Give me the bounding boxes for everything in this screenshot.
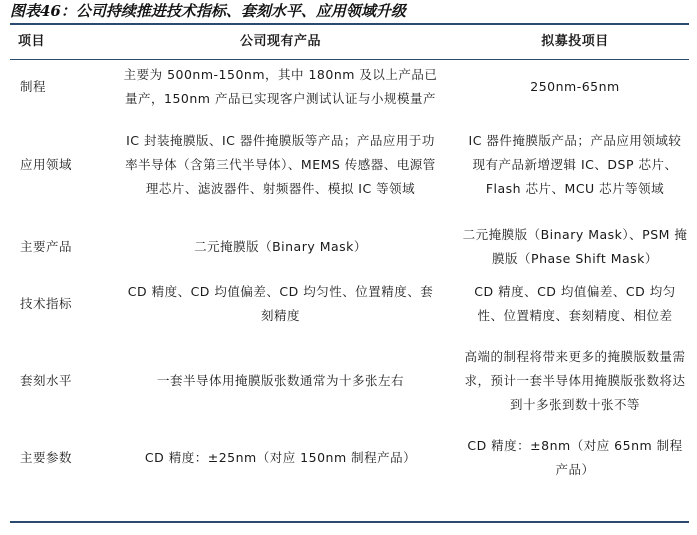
row-raised-cell	[453, 59, 697, 114]
table-row	[10, 430, 697, 486]
row-current-cell	[108, 331, 453, 430]
comparison-table	[10, 25, 697, 486]
table-bottom-rule	[10, 521, 689, 523]
header-raised-projects: 拟募投项目	[541, 34, 609, 49]
row-item-label: 主要产品	[20, 238, 73, 254]
table-row	[10, 114, 697, 216]
row-raised-text: IC 器件掩膜版产品；产品应用领域较现有产品新增逻辑 IC、DSP 芯片、Flash 芯片、MCU 芯片等领域	[468, 133, 682, 196]
table-header-row	[10, 25, 697, 59]
row-raised-cell	[453, 216, 697, 277]
header-current-products: 公司现有产品	[239, 34, 321, 49]
row-raised-text: 250nm-65nm	[530, 78, 620, 94]
row-raised-text: 二元掩膜版（Binary Mask）、PSM 掩膜版（Phase Shift Mask）	[462, 226, 688, 266]
figure-title: 图表46：公司持续推进技术指标、套刻水平、应用领域升级	[10, 2, 406, 20]
table-row	[10, 216, 697, 277]
row-current-text: CD 精度：±25nm（对应 150nm 制程产品）	[144, 450, 417, 465]
row-current-cell	[108, 114, 453, 216]
table-row	[10, 277, 697, 331]
table-row	[10, 59, 697, 114]
row-current-text: 二元掩膜版（Binary Mask）	[194, 238, 367, 254]
row-current-cell	[108, 59, 453, 114]
row-current-cell	[108, 277, 453, 331]
row-raised-text: CD 精度：±8nm（对应 65nm 制程产品）	[467, 438, 683, 477]
row-raised-cell	[453, 114, 697, 216]
row-raised-cell	[453, 277, 697, 331]
table-row	[10, 331, 697, 430]
row-item-label: 主要参数	[20, 450, 73, 465]
row-current-text: IC 封装掩膜版、IC 器件掩膜版等产品；产品应用于功率半导体（含第三代半导体）、MEMS 传感器、电源管理芯片、滤波器件、射频器件、模拟 IC 等领域	[125, 133, 436, 196]
row-item-label: 套刻水平	[20, 372, 73, 388]
row-current-text: 一套半导体用掩膜版张数通常为十多张左右	[156, 372, 404, 388]
row-raised-cell	[453, 430, 697, 486]
row-item-label: 制程	[20, 78, 47, 94]
row-raised-text: 高端的制程将带来更多的掩膜版数量需求，预计一套半导体用掩膜版张数将达到十多张到数十张不等	[464, 348, 686, 412]
row-item-label: 技术指标	[20, 296, 73, 311]
row-raised-cell	[453, 331, 697, 430]
row-raised-text: CD 精度、CD 均值偏差、CD 均匀性、位置精度、套刻精度、相位差	[474, 284, 676, 323]
header-item: 项目	[18, 34, 46, 49]
row-current-text: CD 精度、CD 均值偏差、CD 均匀性、位置精度、套刻精度	[127, 284, 434, 323]
row-current-cell	[108, 216, 453, 277]
row-current-text: 主要为 500nm-150nm，其中 180nm 及以上产品已量产，150nm 产品已实现客户测试认证与小规模量产	[123, 66, 438, 106]
row-item-label: 应用领域	[20, 157, 73, 172]
row-current-cell	[108, 430, 453, 486]
